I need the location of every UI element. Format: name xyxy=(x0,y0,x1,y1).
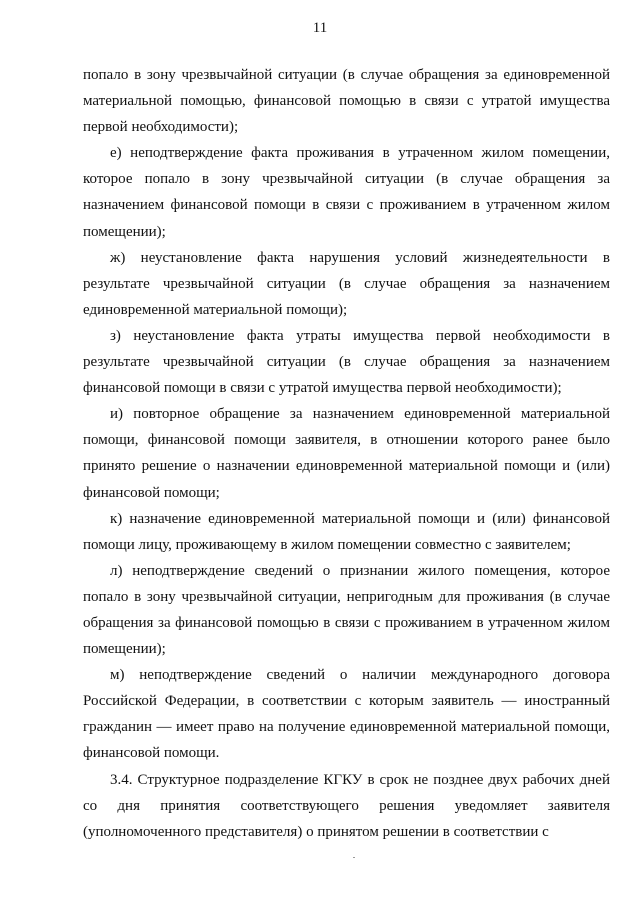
paragraph-item-zh: ж) неустановление факта нарушения условий жизнедеятельности в результате чрезвычайной ситуации (в случае обращения за назначением единовременной материальной помощи); xyxy=(83,249,610,318)
paragraph-item-e: е) неподтверждение факта проживания в утраченном жилом помещении, которое попало в зону чрезвычайной ситуации (в случае обращения за назначением финансовой помощи в связи с проживанием в утраченном жилом помещении); xyxy=(83,145,610,240)
document-body xyxy=(83,62,610,845)
paragraph-item-k: к) назначение единовременной материальной помощи и (или) финансовой помощи лицу, проживающему в жилом помещении совместно с заявителем; xyxy=(83,510,610,553)
paragraph-continuation: попало в зону чрезвычайной ситуации (в случае обращения за единовременной материальной помощью, финансовой помощью в связи с утратой имущества первой необходимости); xyxy=(83,67,610,136)
paragraph-item-l: л) неподтверждение сведений о признании жилого помещения, которое попало в зону чрезвычайной ситуации, непригодным для проживания (в случае обращения за финансовой помощью в связи с проживанием в утраченном жилом помещении); xyxy=(83,562,610,658)
paragraph-section-3-4: 3.4. Структурное подразделение КГКУ в срок не позднее двух рабочих дней со дня принятия соответствующего решения уведомляет заявителя (уполномоченного представителя) о принятом решении в соответствии с xyxy=(83,771,610,840)
paragraph-item-m: м) неподтверждение сведений о наличии международного договора Российской Федерации, в соответствии с которым заявитель — иностранный гражданин — имеет право на получение единовременной материальной помощи, финансовой помощи. xyxy=(83,667,610,762)
paragraph-item-z: з) неустановление факта утраты имущества первой необходимости в результате чрезвычайной ситуации (в случае обращения за назначением финансовой помощи в связи с утратой имущества первой необходимости); xyxy=(83,327,610,397)
scan-speck xyxy=(353,857,355,858)
paragraph-item-i: и) повторное обращение за назначением единовременной материальной помощи, финансовой помощи заявителя, в отношении которого ранее было принято решение о назначении единовременной материальной помощи и (или) финансовой помощи; xyxy=(83,406,610,501)
page-number: 11 xyxy=(312,20,328,36)
